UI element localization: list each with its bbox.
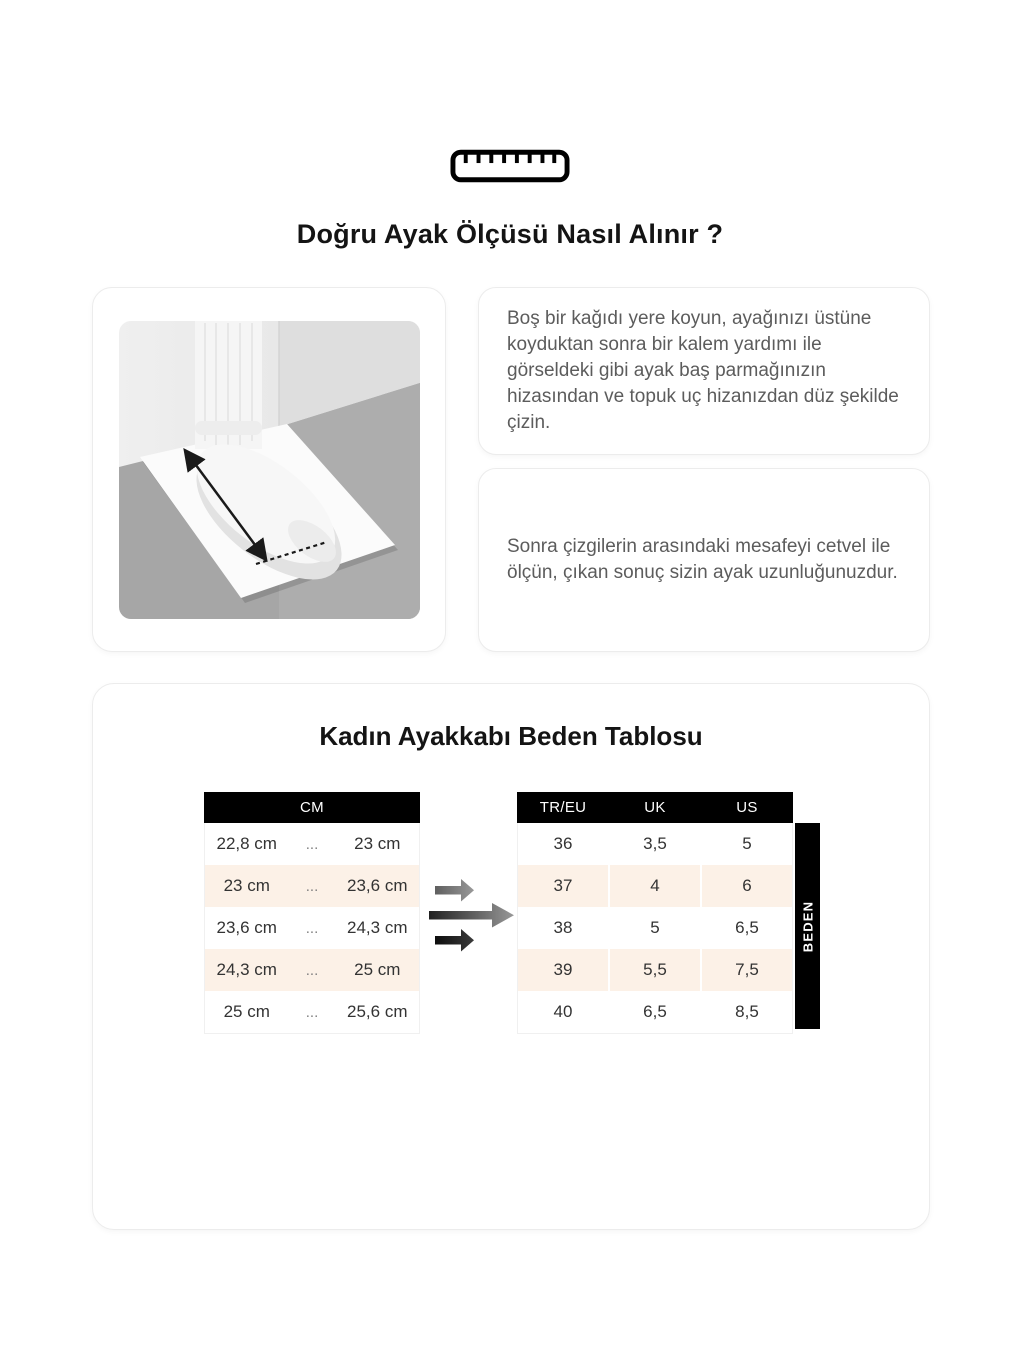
instruction-step-2	[478, 468, 930, 652]
size-chart-card	[92, 683, 930, 1230]
size-chart-title: Kadın Ayakkabı Beden Tablosu	[319, 721, 703, 751]
cm-table-header: CM	[204, 792, 420, 823]
foot-measurement-card	[92, 287, 446, 652]
table-row: 24,3 cm ... 25 cm	[205, 949, 419, 991]
transfer-arrows-icon	[428, 878, 518, 952]
foot-measurement-image	[119, 321, 420, 619]
ruler-icon	[450, 149, 570, 183]
table-row: 38 5 6,5	[518, 907, 792, 949]
beden-label: BEDEN	[800, 900, 816, 952]
page-title: Doğru Ayak Ölçüsü Nasıl Alınır ?	[296, 219, 724, 249]
table-row: 23 cm ... 23,6 cm	[205, 865, 419, 907]
cm-table-rows	[204, 823, 420, 1034]
instruction-step-2-text: Sonra çizgilerin arasındaki mesafeyi cetvel ile ölçün, çıkan sonuç sizin ayak uzunluğunuzdur.	[507, 536, 898, 583]
table-row: 40 6,5 8,5	[518, 991, 792, 1033]
beden-side-bar	[795, 823, 820, 1029]
instruction-step-1	[478, 287, 930, 455]
table-row: 25 cm ... 25,6 cm	[223, 1002, 408, 1021]
size-table-header-uk: UK	[644, 799, 666, 816]
instruction-step-1-text: Boş bir kağıdı yere koyun, ayağınızı üstüne koyduktan sonra bir kalem yardımı ile görseldeki gibi ayak baş parmağınızın hizasından ve topuk uç hizanızdan düz şekilde çizin.	[507, 308, 899, 433]
table-row: 39 5,5 7,5	[518, 949, 792, 991]
size-table-rows	[517, 823, 793, 1034]
size-table-header	[517, 792, 793, 823]
table-row: 22,8 cm ... 23 cm	[216, 834, 401, 853]
table-row: 36 3,5 5	[518, 823, 792, 865]
size-table	[517, 792, 793, 1034]
size-table-header-us: US	[736, 799, 758, 816]
size-table-header-treu: TR/EU	[539, 799, 587, 816]
table-row: 37 4 6	[518, 865, 792, 907]
table-row: 23,6 cm ... 24,3 cm	[216, 918, 408, 937]
ruler-icon-wrap	[0, 149, 1020, 183]
cm-table	[204, 792, 420, 1034]
